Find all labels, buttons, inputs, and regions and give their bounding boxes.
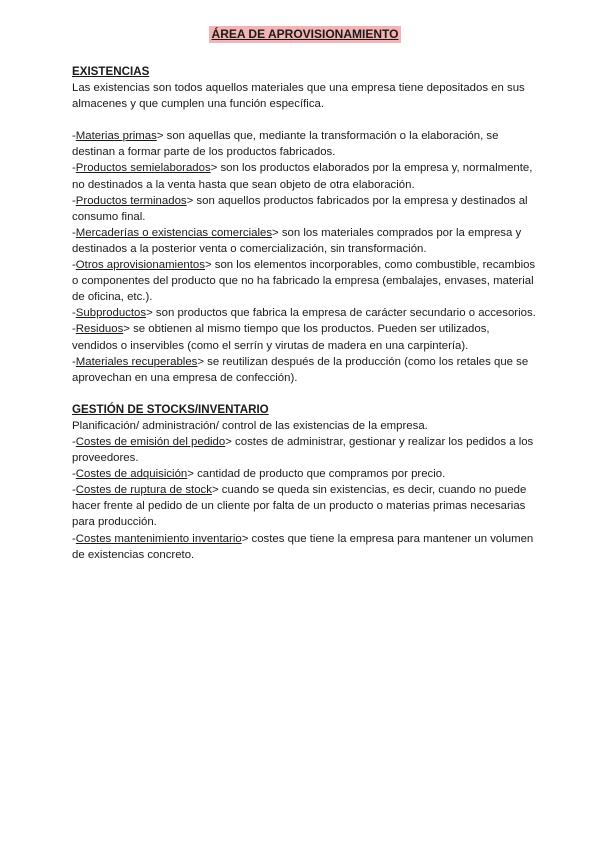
- spacer: [72, 112, 538, 128]
- term-label: Costes mantenimiento inventario: [75, 532, 242, 545]
- existencias-intro: Las existencias son todos aquellos materiales que una empresa tiene depositados en sus almacenes y que cumplen una función específica.: [72, 82, 525, 111]
- gestion-intro: Planificación/ administración/ control de las existencias de la empresa.: [72, 419, 428, 432]
- term-definition: > son aquellos productos fabricados por la empresa y destinados al consumo final.: [72, 194, 528, 223]
- term-label: Productos terminados: [75, 194, 187, 207]
- term-label: Residuos: [75, 323, 124, 336]
- term-definition: > cuando se queda sin existencias, es decir, cuando no puede hacer frente al pedido de un cliente por falta de un producto o materias primas necesarias para producción.: [72, 484, 527, 529]
- term-label: Costes de adquisición: [75, 468, 188, 481]
- term-definition: > costes que tiene la empresa para mantener un volumen de existencias concreto.: [72, 532, 534, 561]
- page-title: ÁREA DE APROVISIONAMIENTO: [209, 26, 402, 43]
- term-label: Costes de ruptura de stock: [75, 484, 212, 497]
- list-item: -Materias primas> son aquellas que, mediante la transformación o la elaboración, se destinan a formar parte de los productos fabricados.: [72, 130, 499, 159]
- term-definition: > cantidad de producto que compramos por precio.: [187, 468, 446, 481]
- term-label: Productos semielaborados: [75, 162, 211, 175]
- term-label: Costes de emisión del pedido: [75, 435, 226, 448]
- title-wrap: [72, 26, 538, 44]
- term-definition: > costes de administrar, gestionar y realizar los pedidos a los proveedores.: [72, 435, 534, 465]
- gestion-list: [72, 434, 538, 563]
- term-label: Mercaderías o existencias comerciales: [75, 226, 273, 239]
- list-item: -Mercaderías o existencias comerciales> son los materiales comprados por la empresa y destinados a la posterior venta o comercialización, sin transformación.: [72, 226, 522, 255]
- spacer: [72, 386, 538, 402]
- list-item: -Costes mantenimiento inventario> costes que tiene la empresa para mantener un volumen de existencias concreto.: [72, 532, 534, 561]
- term-label: Materiales recuperables: [75, 355, 198, 368]
- list-item: -Costes de ruptura de stock> cuando se queda sin existencias, es decir, cuando no puede hacer frente al pedido de un cliente por falta de un producto o materias primas necesarias para producción.: [72, 484, 527, 529]
- section-heading-gestion: GESTIÓN DE STOCKS/INVENTARIO: [72, 402, 269, 416]
- existencias-list: [72, 128, 538, 386]
- term-definition: > son los productos elaborados por la empresa y, normalmente, no destinados a la venta hasta que sean objeto de otra elaboración.: [72, 162, 533, 191]
- list-item: -Costes de adquisición> cantidad de producto que compramos por precio.: [72, 468, 446, 481]
- term-definition: > son los materiales comprados por la empresa y destinados a la posterior venta o comercialización, sin transformación.: [72, 226, 522, 255]
- term-definition: > se obtienen al mismo tiempo que los productos. Pueden ser utilizados, vendidos o inservibles (como el serrín y virutas de madera en una carpintería).: [72, 323, 490, 352]
- list-item: -Productos semielaborados> son los productos elaborados por la empresa y, normalmente, no destinados a la venta hasta que sean objeto de otra elaboración.: [72, 162, 533, 191]
- term-label: Otros aprovisionamientos: [75, 259, 205, 272]
- term-definition: > son aquellas que, mediante la transformación o la elaboración, se destinan a formar parte de los productos fabricados.: [72, 130, 499, 159]
- list-item: -Costes de emisión del pedido> costes de administrar, gestionar y realizar los pedidos a los proveedores.: [72, 435, 534, 465]
- list-item: -Subproductos> son productos que fabrica la empresa de carácter secundario o accesorios.: [72, 307, 536, 320]
- section-existencias: [72, 64, 538, 386]
- term-definition: > son productos que fabrica la empresa de carácter secundario o accesorios.: [146, 307, 536, 320]
- term-label: Materias primas: [75, 130, 157, 143]
- list-item: -Materiales recuperables> se reutilizan después de la producción (como los retales que se aprovechan en una empresa de confección).: [72, 355, 529, 384]
- term-label: Subproductos: [75, 307, 147, 320]
- list-item: -Productos terminados> son aquellos productos fabricados por la empresa y destinados al consumo final.: [72, 194, 528, 223]
- list-item: -Residuos> se obtienen al mismo tiempo que los productos. Pueden ser utilizados, vendidos o inservibles (como el serrín y virutas de madera en una carpintería).: [72, 323, 490, 352]
- section-gestion: [72, 402, 538, 563]
- section-heading-existencias: EXISTENCIAS: [72, 65, 150, 78]
- term-definition: > se reutilizan después de la producción (como los retales que se aprovechan en una empresa de confección).: [72, 355, 529, 384]
- list-item: -Otros aprovisionamientos> son los elementos incorporables, como combustible, recambios o componentes del producto que no ha fabricado la empresa (embalajes, envases, material de oficina, etc.).: [72, 259, 536, 304]
- term-definition: > son los elementos incorporables, como combustible, recambios o componentes del producto que no ha fabricado la empresa (embalajes, envases, material de oficina, etc.).: [72, 259, 536, 304]
